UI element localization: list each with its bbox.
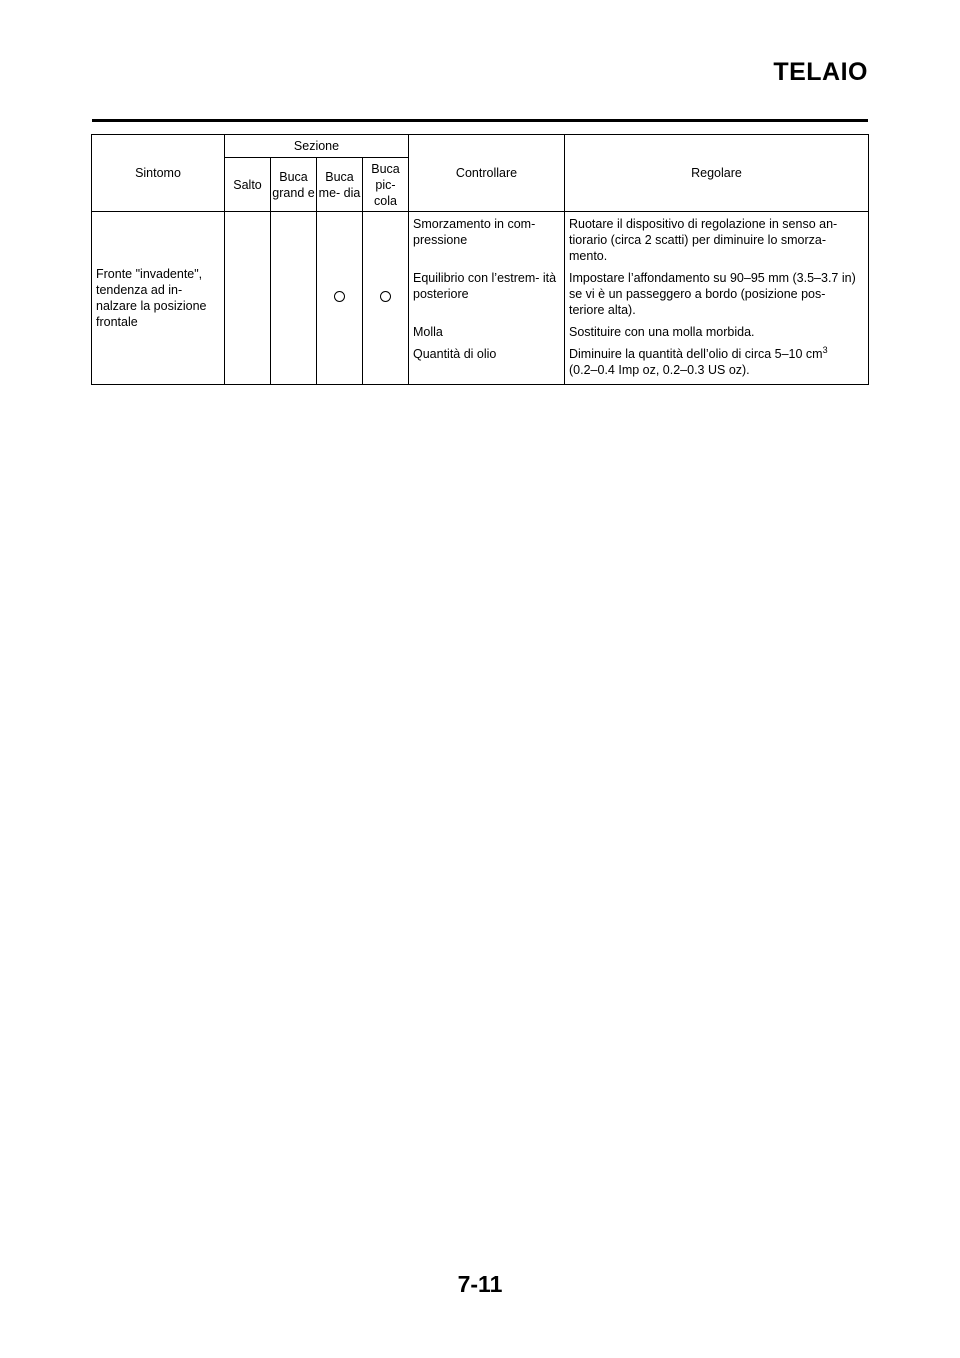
adjust-action: Impostare l’affondamento su 90–95 mm (3.5–3.7 in) se vi è un passeggero a bordo (posizione pos- teriore alta).	[569, 271, 856, 317]
unit-superscript: 3	[822, 344, 828, 355]
regolare-cell	[565, 212, 869, 385]
header-buca-media: Buca me- dia	[317, 158, 363, 212]
adjust-action-text: (0.2–0.4 Imp oz, 0.2–0.3 US oz).	[569, 363, 750, 377]
mark-cell-buca-piccola	[363, 212, 409, 385]
header-salto: Salto	[225, 158, 271, 212]
header-controllare: Controllare	[409, 135, 565, 212]
header-buca-piccola: Buca pic- cola	[363, 158, 409, 212]
check-item: Smorzamento in com- pressione	[413, 217, 536, 247]
header-sezione: Sezione	[225, 135, 409, 158]
page-number: 7-11	[457, 1271, 503, 1297]
table-header-row	[92, 135, 869, 158]
check-item: Quantità di olio	[413, 347, 497, 361]
table-row	[92, 212, 869, 385]
title-divider	[92, 119, 868, 122]
symptom-table	[91, 134, 869, 385]
adjust-action: Ruotare il dispositivo di regolazione in senso an- tiorario (circa 2 scatti) per diminuire lo smorza- mento.	[569, 217, 838, 263]
adjust-action-text: Diminuire la quantità dell’olio di circa 5–10 cm	[569, 347, 823, 361]
header-buca-grande: Buca grand e	[271, 158, 317, 212]
mark-cell-buca-grande	[271, 212, 317, 385]
check-item: Molla	[413, 325, 443, 339]
circle-mark-icon	[380, 291, 391, 302]
adjust-action: Sostituire con una molla morbida.	[569, 325, 755, 339]
check-item: Equilibrio con l’estrem- ità posteriore	[413, 271, 557, 301]
header-regolare: Regolare	[565, 135, 869, 212]
controllare-cell	[409, 212, 565, 385]
adjust-action	[569, 346, 864, 378]
mark-cell-buca-media	[317, 212, 363, 385]
symptom-cell: Fronte "invadente", tendenza ad in- nalzare la posizione frontale	[92, 212, 225, 385]
circle-mark-icon	[334, 291, 345, 302]
header-sintomo: Sintomo	[92, 135, 225, 212]
mark-cell-salto	[225, 212, 271, 385]
page-title: TELAIO	[773, 58, 868, 86]
